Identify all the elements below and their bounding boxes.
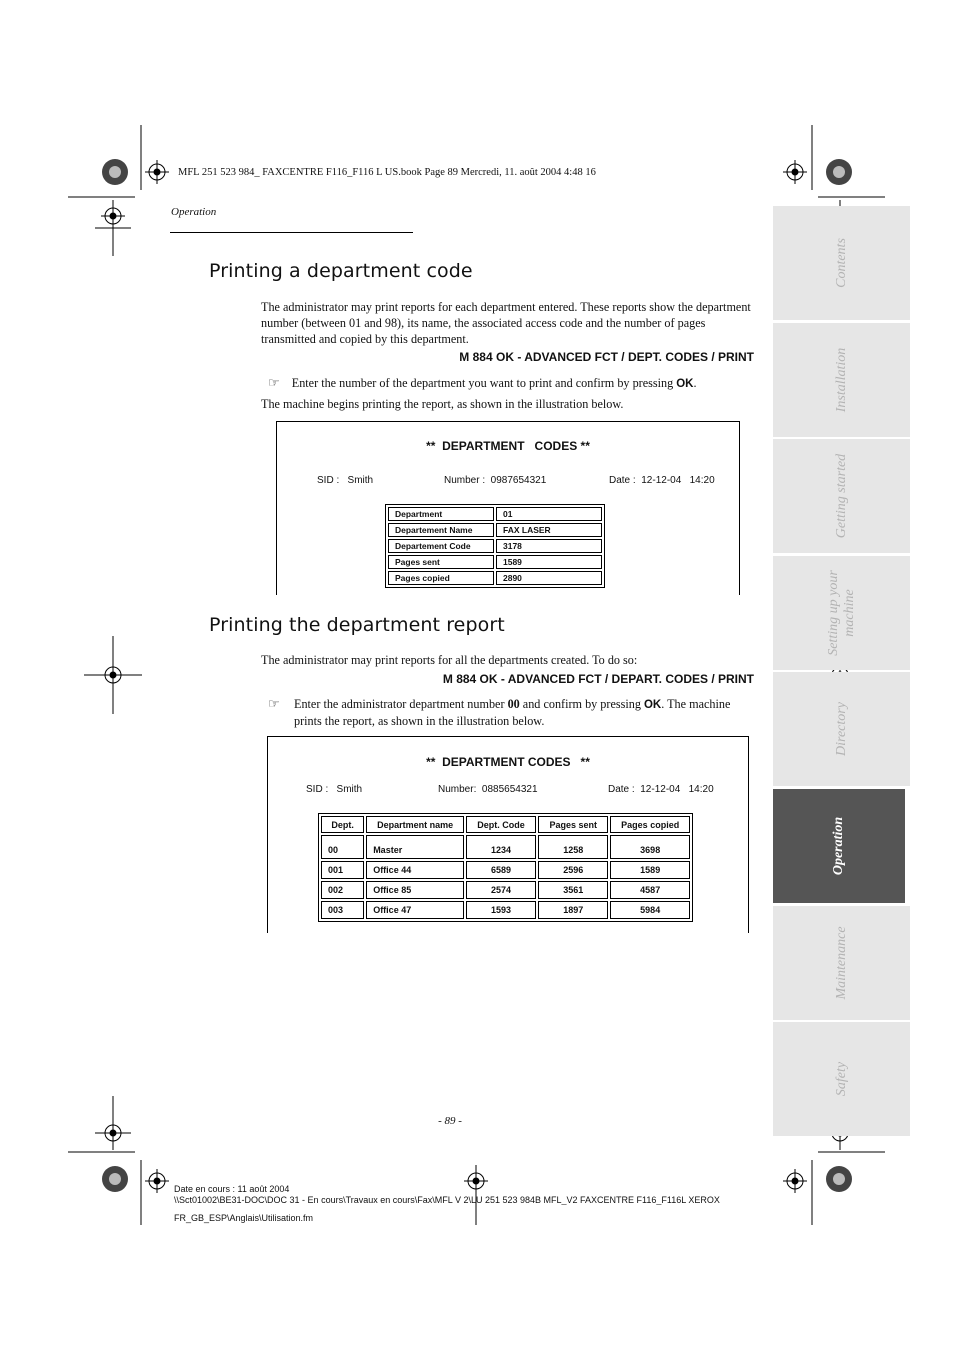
section2-step-text: Enter the administrator department number: [294, 697, 508, 711]
table-row: [321, 861, 690, 879]
table-cell: 1258: [538, 835, 608, 859]
ok-key-label: OK: [643, 699, 662, 711]
tab-label: Contents: [833, 238, 849, 288]
table-cell: 5984: [610, 901, 690, 919]
table-cell: 1234: [466, 835, 536, 859]
row-label: Department: [388, 507, 494, 521]
footer-file: FR_GB_ESP\Anglais\Utilisation.fm: [174, 1213, 314, 1223]
page-number: - 89 -: [438, 1115, 462, 1127]
table-cell: Master: [366, 835, 464, 859]
table-row: [321, 901, 690, 919]
table-cell: Office 47: [366, 901, 464, 919]
tab-safety[interactable]: [773, 1022, 910, 1136]
tab-maintenance[interactable]: [773, 906, 910, 1020]
row-label: Pages copied: [388, 571, 494, 585]
section1-after-text: The machine begins printing the report, as shown in the illustration below.: [261, 397, 624, 411]
report2-sid: SID : Smith: [306, 784, 363, 795]
section1-step: [268, 375, 758, 392]
column-header: Dept. Code: [466, 816, 536, 833]
report2-table: [318, 813, 693, 922]
table-cell: 4587: [610, 881, 690, 899]
table-row: [388, 507, 602, 521]
tab-label: Directory: [833, 702, 849, 757]
table-row: [321, 881, 690, 899]
tab-setting-up-your-machine[interactable]: [773, 556, 910, 670]
section-title-print-dept-report: Printing the department report: [209, 614, 505, 636]
table-cell: Office 44: [366, 861, 464, 879]
column-header: Pages sent: [538, 816, 608, 833]
report1-date: Date : 12-12-04 14:20: [609, 475, 715, 486]
tab-label: Getting started: [833, 453, 849, 539]
report2-title: ** DEPARTMENT CODES **: [426, 755, 590, 769]
table-cell: 2596: [538, 861, 608, 879]
admin-dept-number: 00: [507, 697, 520, 711]
row-label: Pages sent: [388, 555, 494, 569]
report1-number: Number : 0987654321: [444, 475, 547, 486]
row-value: FAX LASER: [496, 523, 602, 537]
section-title-print-dept-code: Printing a department code: [209, 260, 473, 282]
report-illustration-2: [267, 736, 749, 933]
ok-key-label: OK: [676, 378, 694, 390]
row-label: Departement Code: [388, 539, 494, 553]
section2-step: [268, 696, 758, 729]
report-illustration-1: [276, 421, 740, 595]
tab-label: Setting up your machine: [825, 570, 857, 656]
table-cell: Office 85: [366, 881, 464, 899]
table-cell: 3561: [538, 881, 608, 899]
tab-label: Maintenance: [833, 926, 849, 1000]
report1-sid: SID : Smith: [317, 475, 374, 486]
row-value: 2890: [496, 571, 602, 585]
section2-menu-path: M 884 OK - ADVANCED FCT / DEPART. CODES / PRINT: [442, 672, 754, 686]
table-cell: 6589: [466, 861, 536, 879]
row-value: 01: [496, 507, 602, 521]
table-cell: 001: [321, 861, 364, 879]
table-row: [321, 835, 690, 859]
tab-directory[interactable]: [773, 672, 910, 786]
table-row: [388, 539, 602, 553]
section1-intro: The administrator may print reports for each department entered. These reports show the department number (between 01 and 98), its name, the associated access code and the number of pages transmitted and copied by this department.: [261, 300, 751, 346]
report1-title: ** DEPARTMENT CODES **: [426, 439, 590, 453]
column-header: Dept.: [321, 816, 364, 833]
table-cell: 3698: [610, 835, 690, 859]
table-row: [388, 555, 602, 569]
running-head: Operation: [171, 206, 217, 218]
tab-contents[interactable]: [773, 206, 910, 320]
tab-installation[interactable]: [773, 323, 910, 437]
row-value: 1589: [496, 555, 602, 569]
column-header: Pages copied: [610, 816, 690, 833]
tab-label: Safety: [833, 1062, 849, 1097]
section2-step-mid: and confirm by pressing: [519, 697, 644, 711]
pointing-hand-icon: ☞: [268, 375, 280, 390]
tab-label: Installation: [833, 347, 849, 412]
report2-date: Date : 12-12-04 14:20: [608, 784, 714, 795]
section1-step-end: .: [693, 376, 697, 390]
section2-intro: The administrator may print reports for all the departments created. To do so:: [261, 653, 638, 667]
report2-number: Number: 0885654321: [438, 784, 538, 795]
tab-label: Operation: [831, 816, 846, 876]
row-label: Departement Name: [388, 523, 494, 537]
pointing-hand-icon: ☞: [268, 696, 280, 711]
table-cell: 003: [321, 901, 364, 919]
footer-path: \\Sct01002\BE31-DOC\DOC 31 - En cours\Travaux en cours\Fax\MFL V 2\LU 251 523 984B MFL_V2 FAXCENTRE F116_F116L XEROX: [174, 1195, 720, 1205]
tab-getting-started[interactable]: [773, 439, 910, 553]
table-row: [388, 523, 602, 537]
table-cell: 1897: [538, 901, 608, 919]
table-cell: 2574: [466, 881, 536, 899]
table-cell: 1589: [610, 861, 690, 879]
report1-table: [385, 504, 605, 588]
table-cell: 1593: [466, 901, 536, 919]
header-rule: [170, 232, 413, 233]
table-cell: 00: [321, 835, 364, 859]
table-row: [388, 571, 602, 585]
row-value: 3178: [496, 539, 602, 553]
tab-operation[interactable]: [773, 789, 905, 903]
column-header: Department name: [366, 816, 464, 833]
table-cell: 002: [321, 881, 364, 899]
section2-step-end: . The machine prints the report, as shown in the illustration below.: [294, 697, 731, 728]
file-info-line: MFL 251 523 984_ FAXCENTRE F116_F116 L US.book Page 89 Mercredi, 11. août 2004 4:48 16: [178, 167, 596, 178]
section1-menu-path: M 884 OK - ADVANCED FCT / DEPT. CODES / PRINT: [459, 350, 754, 364]
footer-date: Date en cours : 11 août 2004: [174, 1184, 290, 1194]
section1-step-text: Enter the number of the department you want to print and confirm by pressing: [291, 376, 677, 390]
